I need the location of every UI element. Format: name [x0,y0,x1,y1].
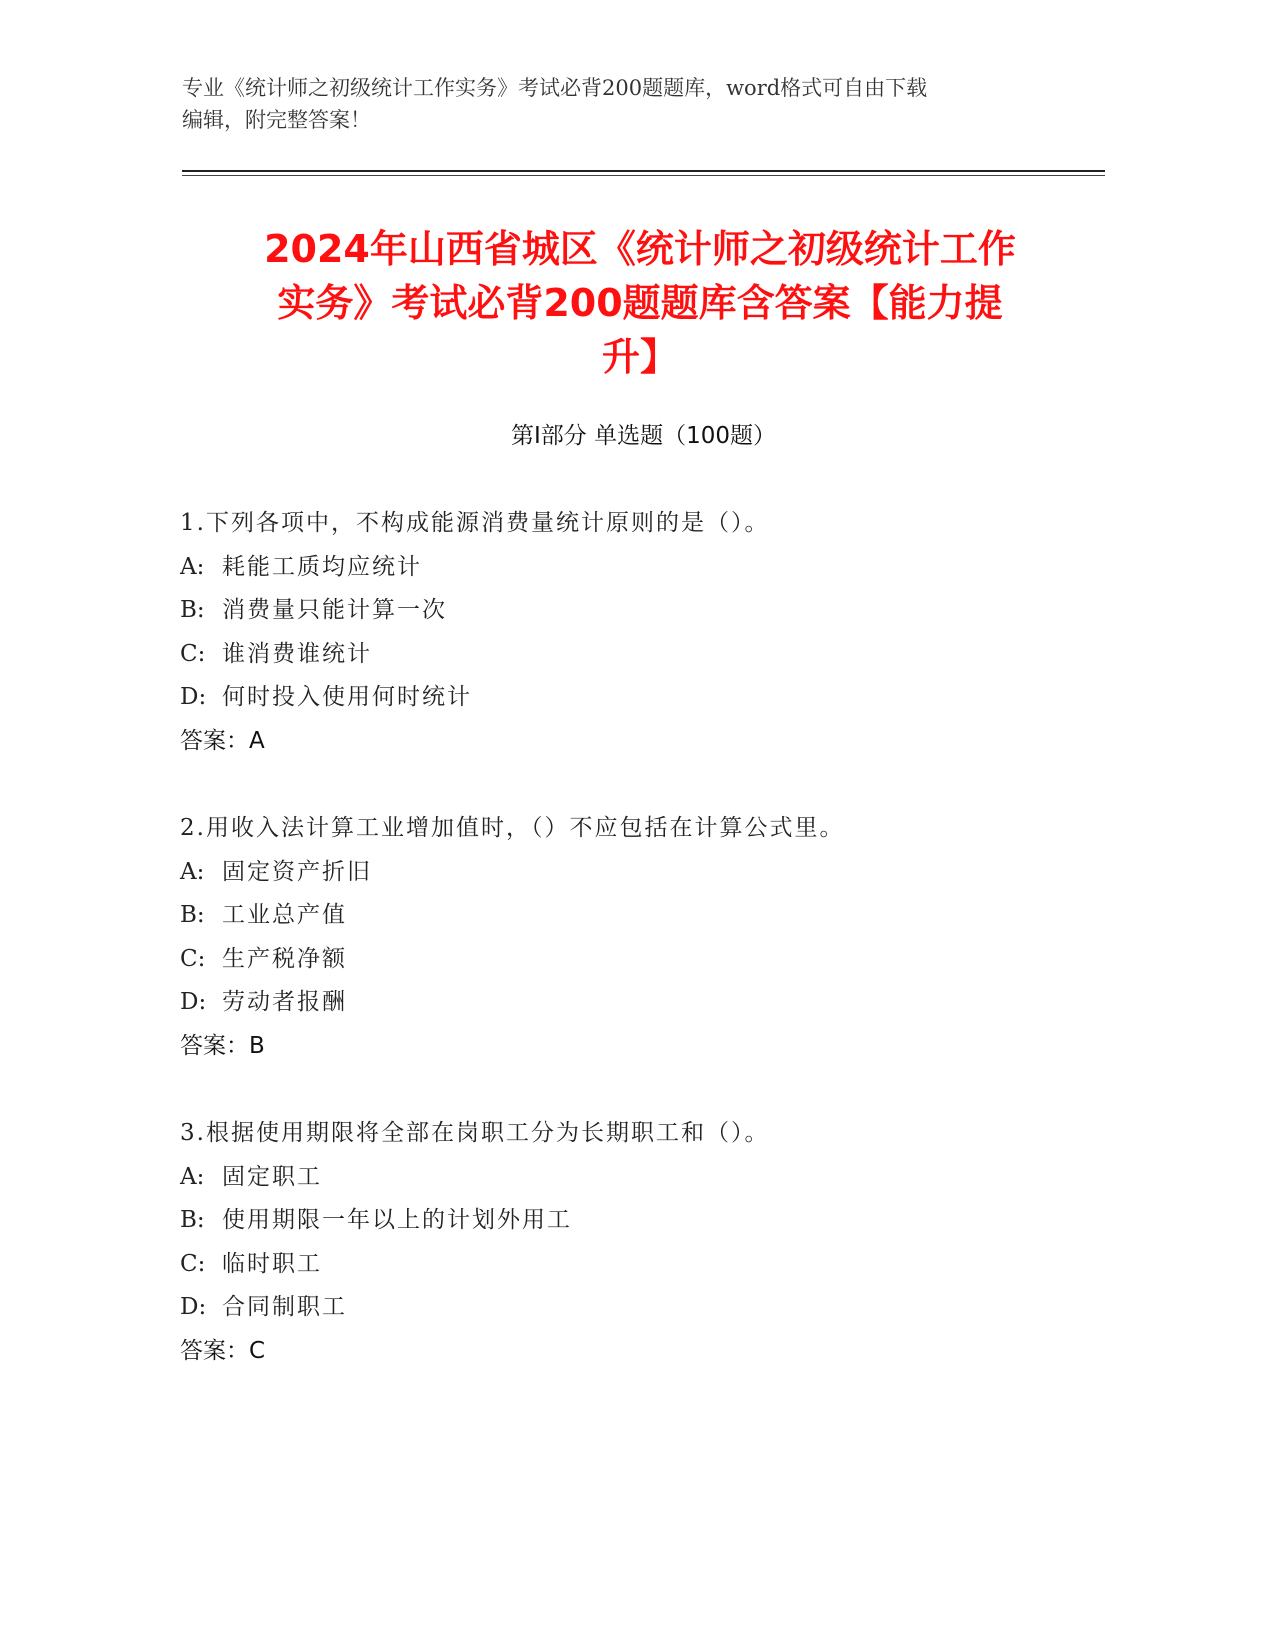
option-c [180,638,1080,682]
option-key: B: [180,902,205,928]
option-key: A: [180,858,205,885]
section-title: 第I部分 单选题（100题） [511,423,776,449]
option-c [180,1248,1080,1292]
option-text: 耗能工质均应统计 [222,553,422,580]
option-b [180,594,1080,638]
option-text: 消费量只能计算一次 [222,597,447,623]
option-a [180,856,1080,900]
answer: 答案：B [180,1032,265,1059]
document-title: 2024年山西省城区《统计师之初级统计工作 实务》考试必背200题题库含答案【能力提 升】 [264,227,1016,379]
question-2 [180,812,1080,1062]
question-stem: 2.用收入法计算工业增加值时，（）不应包括在计算公式里。 [180,815,845,841]
option-d [180,681,1080,725]
option-c [180,943,1080,987]
answer: 答案：C [180,1337,266,1364]
question-3 [180,1117,1080,1367]
option-key: D: [180,684,207,710]
option-b [180,1204,1080,1248]
option-text: 使用期限一年以上的计划外用工 [222,1207,572,1233]
option-d [180,986,1080,1030]
header-divider-thin [182,175,1105,176]
option-key: D: [180,1294,207,1320]
question-1 [180,507,1080,757]
option-key: D: [180,989,207,1015]
option-text: 临时职工 [222,1250,322,1277]
option-key: C: [180,1250,206,1277]
option-text: 劳动者报酬 [222,989,347,1015]
option-a [180,1161,1080,1205]
option-key: B: [180,1207,205,1233]
header-note: 专业《统计师之初级统计工作实务》考试必背200题题库，word格式可自由下载 编辑，附完整答案！ [182,76,928,132]
option-a [180,551,1080,595]
question-stem: 1.下列各项中，不构成能源消费量统计原则的是（）。 [180,510,770,536]
option-key: A: [180,553,205,580]
option-text: 固定资产折旧 [222,858,372,885]
header-divider-thick [182,170,1105,172]
option-key: B: [180,597,205,623]
option-text: 生产税净额 [222,945,347,972]
option-key: C: [180,640,206,667]
option-text: 合同制职工 [222,1294,347,1320]
option-key: C: [180,945,206,972]
option-d [180,1291,1080,1335]
question-stem: 3.根据使用期限将全部在岗职工分为长期职工和（）。 [180,1120,770,1146]
option-text: 谁消费谁统计 [222,640,372,667]
option-text: 工业总产值 [222,902,347,928]
option-text: 固定职工 [222,1163,322,1190]
option-text: 何时投入使用何时统计 [222,684,472,710]
option-b [180,899,1080,943]
answer: 答案：A [180,727,265,754]
option-key: A: [180,1163,205,1190]
